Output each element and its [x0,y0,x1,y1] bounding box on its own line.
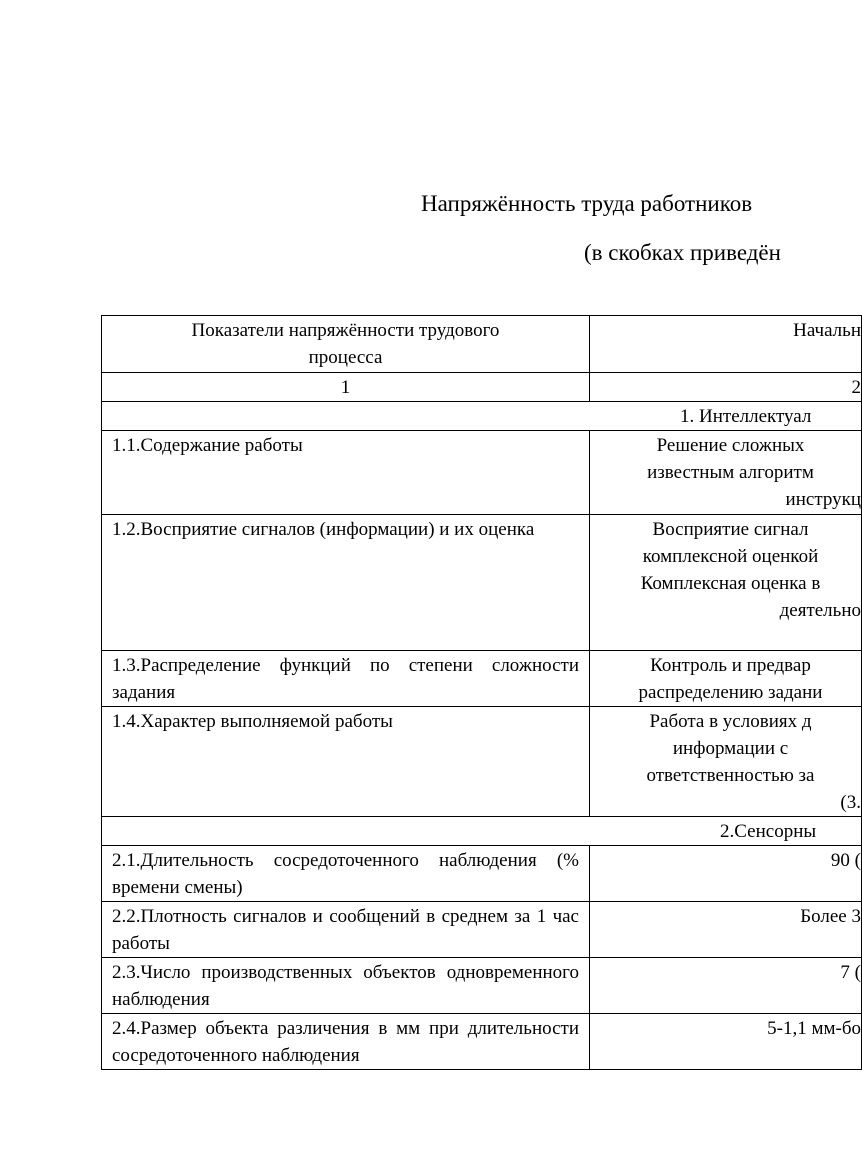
table-row [102,846,862,902]
numbering-row [102,373,862,402]
row-1-1-value-line: известным алгоритм [647,462,814,483]
row-2-2-value [590,902,862,958]
section-row-1 [102,402,862,431]
document-title: Напряжённость труда работников [421,191,753,216]
row-1-3-label: 1.3.Распределение функций по степени сложности задания [102,651,590,707]
table-row [102,958,862,1014]
table-row [102,431,862,515]
row-2-3-value-line: 7 ( [840,962,861,983]
row-2-3-label: 2.3.Число производственных объектов одновременного наблюдения [102,958,590,1014]
row-1-4-value-line: ответственностью за [646,765,815,786]
section-1-title: 1. Интеллектуал [680,406,812,427]
row-1-4-value [590,707,862,817]
row-1-3-value-line: распределению задани [638,682,823,703]
row-1-2-value-line: Комплексная оценка в [640,573,821,594]
header-indicators-cell [102,316,590,373]
row-1-1-value-line: Решение сложных [656,435,805,456]
section-row-2 [102,817,862,846]
row-1-1-label: 1.1.Содержание работы [102,431,590,515]
row-2-1-value [590,846,862,902]
section-1-cell [102,402,862,431]
row-2-1-label: 2.1.Длительность сосредоточенного наблюдения (% времени смены) [102,846,590,902]
row-1-3-value [590,651,862,707]
row-2-3-value [590,958,862,1014]
header-indicators-line-1: Показатели напряжённости трудового [191,320,500,341]
row-1-4-label: 1.4.Характер выполняемой работы [102,707,590,817]
numbering-col2: 2 [590,373,862,402]
tension-table [101,315,862,1070]
header-indicators-line-2: процесса [308,347,383,368]
header-col2-text: Начальн [793,320,861,341]
header-col2-cell [590,316,862,373]
row-2-4-label: 2.4.Размер объекта различения в мм при длительности сосредоточенного наблюдения [102,1014,590,1070]
row-2-4-value-line: 5-1,1 мм-бо [767,1018,861,1039]
row-1-4-value-line: информации с [672,738,789,759]
table-row [102,902,862,958]
row-1-2-value-line: Восприятие сигнал [652,519,809,540]
section-2-cell [102,817,862,846]
row-1-3-value-line: Контроль и предвар [650,655,811,676]
row-1-4-value-line: Работа в условиях д [649,711,812,732]
row-1-1-value-line: инструкц [785,489,861,510]
section-2-title: 2.Сенсорны [720,821,817,842]
table-row [102,707,862,817]
row-2-1-value-line: 90 ( [830,850,861,871]
row-1-2-value [590,515,862,651]
table-header-row [102,316,862,373]
row-1-2-value-line: деятельно [779,600,861,621]
row-1-1-value [590,431,862,515]
row-1-2-label: 1.2.Восприятие сигналов (информации) и их оценка [102,515,590,651]
row-1-4-value-line: (3. [840,792,861,813]
table-row [102,515,862,651]
numbering-col1: 1 [102,373,590,402]
row-2-2-value-line: Более 3 [800,906,861,927]
row-1-2-value-line: комплексной оценкой [642,546,819,567]
table-row [102,651,862,707]
row-2-4-value [590,1014,862,1070]
row-2-2-label: 2.2.Плотность сигналов и сообщений в среднем за 1 час работы [102,902,590,958]
table-row [102,1014,862,1070]
document-subtitle: (в скобках приведён [584,240,781,265]
